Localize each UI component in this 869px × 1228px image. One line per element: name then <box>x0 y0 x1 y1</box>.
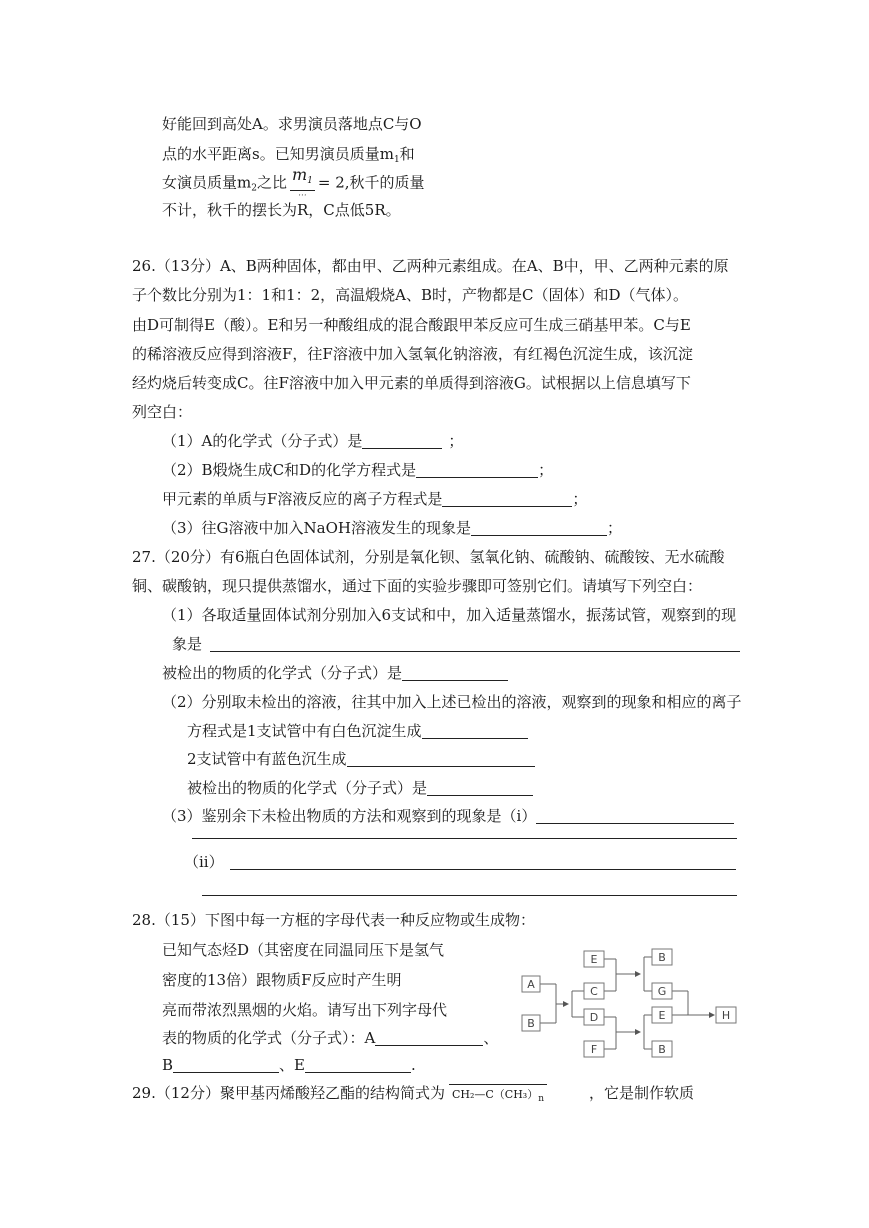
q28-line-6-e: 、E <box>279 1056 305 1074</box>
q26-answer-2b-blank[interactable] <box>442 490 572 507</box>
q25-line-2-text: 点的水平距离s。已知男演员质量m <box>162 145 394 163</box>
q26-part-2-text: （2）B煅烧生成C和D的化学方程式是 <box>162 461 417 479</box>
q26-line-1: 26.（13分）A、B两种固体，都由甲、乙两种元素组成。在A、B中，甲、乙两种元素的原 <box>132 257 729 275</box>
q27-part-1-line-3-text: 被检出的物质的化学式（分子式）是 <box>162 664 403 682</box>
q29-line-1-text: 29.（12分）聚甲基丙烯酸羟乙酯的结构简式为 <box>132 1084 445 1102</box>
q26-part-2-cont-end: ； <box>572 490 588 508</box>
box-h-label: H <box>721 1009 731 1022</box>
q26-part-3-end: ； <box>606 519 622 537</box>
q27-part-1-line-2-text: 象是 <box>172 635 203 653</box>
q27-answer-3ii-cont-line[interactable] <box>202 895 737 896</box>
q27-line-2: 铜、碳酸钠，现只提供蒸馏水，通过下面的实验步骤即可签别它们。请填写下列空白： <box>132 577 703 595</box>
q26-line-5: 经灼烧后转变成C。往F溶液中加入甲元素的单质得到溶液G。试根据以上信息填写下 <box>132 374 691 392</box>
q26-part-2 <box>162 460 553 480</box>
box-f-label: F <box>590 1043 598 1056</box>
q27-part-2-line-1: （2）分别取未检出的溶液，往其中加入上述已检出的溶液，观察到的现象和相应的离子 <box>162 693 742 711</box>
q27-answer-3i-cont-line[interactable] <box>192 838 737 839</box>
q27-part-1-line-1: （1）各取适量固体试剂分别加入6支试和中，加入适量蒸馏水，振荡试管，观察到的现 <box>162 606 737 624</box>
q26-part-2-cont-text: 甲元素的单质与F溶液反应的离子方程式是 <box>162 490 443 508</box>
q28-line-5-text: 表的物质的化学式（分子式）：A <box>162 1029 376 1047</box>
q26-part-2-cont <box>162 489 587 509</box>
q26-answer-3-blank[interactable] <box>471 519 607 536</box>
q28-answer-e-blank[interactable] <box>305 1056 411 1073</box>
fraction-numerator: $m_1$ <box>290 166 315 191</box>
q25-m1-sub: 1 <box>393 155 400 165</box>
q28-line-4: 亮而带浓烈黑烟的火焰。请写出下列字母代 <box>162 1001 448 1019</box>
box-e-mid-label: E <box>658 1009 666 1022</box>
q26-line-6: 列空白： <box>132 403 193 421</box>
q26-part-3-text: （3）往G溶液中加入NaOH溶液发生的现象是 <box>162 519 471 537</box>
q25-line-4: 不计，秋千的摆长为R，C点低5R。 <box>162 201 401 219</box>
mass-ratio-fraction <box>290 166 315 201</box>
q27-part-3-ii-label: （ii） <box>184 853 224 871</box>
q27-answer-2c-blank[interactable] <box>427 779 533 796</box>
q27-part-1-line-2 <box>172 634 740 654</box>
q27-part-2-line-2 <box>187 721 528 741</box>
q26-part-1-text: （1）A的化学式（分子式）是 <box>162 432 363 450</box>
q28-line-5-end: 、 <box>483 1029 499 1047</box>
q25-line-3 <box>162 166 425 204</box>
q26-part-3 <box>162 518 622 538</box>
q27-answer-3ii-blank[interactable] <box>230 853 736 870</box>
q27-part-2-line-3 <box>187 749 535 769</box>
q27-part-3-line-1 <box>162 806 734 826</box>
q25-line-3-a: 女演员质量m <box>162 173 252 192</box>
polymer-formula-body: CH₂—C（CH₃） <box>451 1088 539 1101</box>
box-c-label: C <box>590 985 598 998</box>
polymer-formula <box>449 1084 547 1109</box>
q26-part-2-end: ； <box>538 461 554 479</box>
box-b-input-label: B <box>527 1017 535 1030</box>
q27-answer-1b-blank[interactable] <box>402 664 508 681</box>
reaction-flow-diagram <box>516 936 746 1066</box>
q25-line-2-end: 和 <box>399 145 415 163</box>
q27-answer-1-blank[interactable] <box>210 635 740 652</box>
q25-m2-sub: 2 <box>251 183 257 194</box>
q27-part-1-line-3 <box>162 663 508 683</box>
q28-line-6-b: B <box>162 1056 174 1074</box>
q25-line-3-c: = 2,秋千的质量 <box>317 173 425 192</box>
q28-answer-b-blank[interactable] <box>173 1056 279 1073</box>
box-g-label: G <box>657 985 667 998</box>
q27-answer-2a-blank[interactable] <box>422 722 528 739</box>
q28-line-1: 28.（15）下图中每一方框的字母代表一种反应物或生成物： <box>132 911 535 929</box>
q25-line-3-b: 之比 <box>256 173 287 192</box>
q28-line-5 <box>162 1028 498 1048</box>
box-a-label: A <box>527 978 535 991</box>
q26-line-2: 子个数比分别为1：1和1：2，高温煅烧A、B时，产物都是C（固体）和D（气体）。 <box>132 286 689 304</box>
q27-part-2-line-3-text: 2支试管中有蓝色沉生成 <box>187 750 347 768</box>
q27-part-2-line-4 <box>187 778 533 798</box>
q26-answer-2-blank[interactable] <box>416 461 538 478</box>
q28-answer-a-blank[interactable] <box>375 1029 483 1046</box>
q28-line-6 <box>162 1055 416 1075</box>
polymer-formula-n: n <box>538 1094 545 1104</box>
q26-line-4: 的稀溶液反应得到溶液F，往F溶液中加入氢氧化钠溶液，有红褐色沉淀生成，该沉淀 <box>132 345 693 363</box>
q27-part-2-line-4-text: 被检出的物质的化学式（分子式）是 <box>187 779 428 797</box>
box-b-top-label: B <box>658 951 666 964</box>
q27-part-3-line-1-text: （3）鉴别余下未检出物质的方法和观察到的现象是（i） <box>162 807 537 825</box>
q26-answer-1-blank[interactable] <box>362 432 442 449</box>
q27-answer-3i-blank[interactable] <box>536 807 734 824</box>
q26-part-1 <box>162 431 463 451</box>
q26-line-3: 由D可制得E（酸）。E和另一种酸组成的混合酸跟甲苯反应可生成三硝基甲苯。C与E <box>132 316 691 334</box>
box-d-label: D <box>589 1011 599 1024</box>
q25-line-1: 好能回到高处A。求男演员落地点C与O <box>162 115 422 133</box>
q28-line-3: 密度的13倍）跟物质F反应时产生明 <box>162 971 402 989</box>
box-b-bottom-label: B <box>658 1043 666 1056</box>
q28-line-6-end: . <box>410 1056 416 1074</box>
q27-answer-2b-blank[interactable] <box>347 750 535 767</box>
q28-line-2: 已知气态烃D（其密度在同温同压下是氢气 <box>162 941 445 959</box>
q26-part-1-end: ； <box>448 432 464 450</box>
q29-line-1-end: ，它是制作软质 <box>589 1084 695 1102</box>
q27-part-2-line-2-text: 方程式是1支试管中有白色沉淀生成 <box>187 722 422 740</box>
q27-part-3-ii <box>184 852 736 872</box>
fraction-denominator: ··· <box>298 191 307 201</box>
box-e-top-label: E <box>590 953 598 966</box>
q29-line-1 <box>132 1083 694 1109</box>
q27-line-1: 27.（20分）有6瓶白色固体试剂，分别是氧化钡、氢氧化钠、硫酸钠、硫酸铵、无水硫酸 <box>132 548 725 566</box>
